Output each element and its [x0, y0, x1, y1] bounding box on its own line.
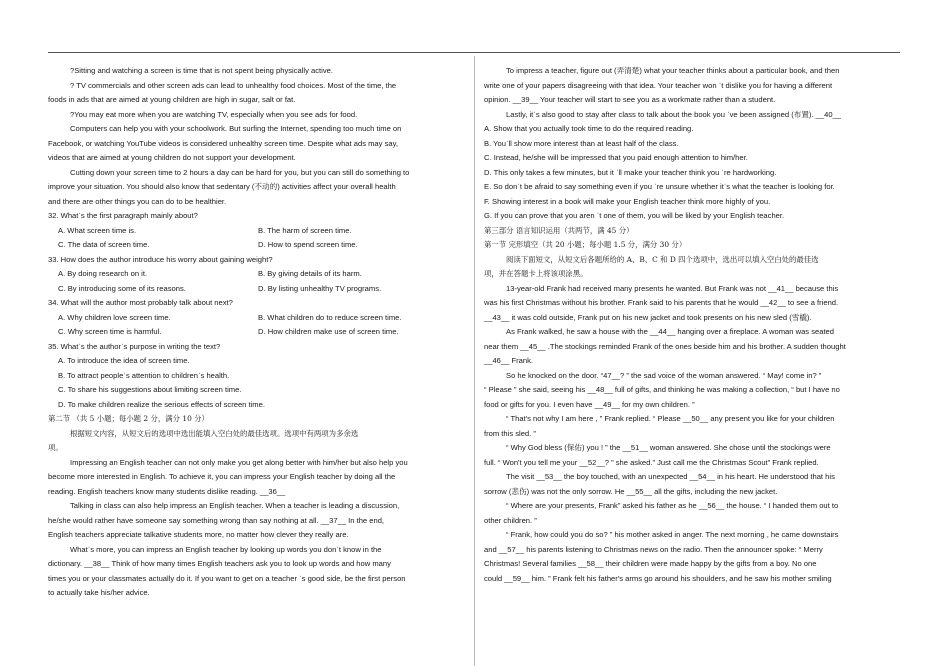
text-line: he/she would rather have someone say something wrong than say nothing at all. __37__ In the end, — [48, 515, 385, 525]
text-line: other children. ” — [484, 515, 537, 525]
text-line: Facebook, or watching YouTube videos is considered unhealthy screen time. Despite what ads may say, — [48, 138, 398, 148]
left-column — [48, 64, 466, 601]
option-row — [48, 238, 466, 253]
text-line: “ Why God bless (保佑) you ! ” the __51__ woman answered. She chose until the stockings were — [506, 443, 831, 452]
right-column — [484, 64, 904, 586]
text-line: dictionary. __38__ Think of how many times English teachers ask you to look up words and how many — [48, 559, 391, 568]
option-row — [48, 325, 466, 340]
option-text: D. How children make use of screen time. — [258, 327, 399, 336]
text-line: To impress a teacher, figure out (弄清楚) what your teacher thinks about a particular book, and then — [506, 66, 840, 75]
column-divider — [474, 56, 475, 666]
text-line: times you or your classmates actually do it. If you want to get on a teacher ˈs good side, be the first person — [48, 573, 406, 583]
text-line: C. Instead, he/she will be impressed that you paid enough attention to him/her. — [484, 153, 748, 162]
text-line: Christmas! Several families __58__ their children were made happy by the gifts from a boy. No one — [484, 559, 817, 568]
option-row — [48, 311, 466, 326]
option-text: D. By listing unhealthy TV programs. — [258, 283, 382, 293]
text-line: The visit __53__ the boy touched, with an unexpected __54__ in his heart. He understood that his — [506, 472, 835, 481]
option-text: A. By doing research on it. — [58, 269, 148, 278]
option-text: B. By giving details of its harm. — [258, 269, 362, 278]
text-line: reading. English teachers know many students dislike reading. __36__ — [48, 486, 286, 496]
section-heading-line: 第二节 （共 5 小题；每小题 2 分，满分 10 分） — [48, 414, 209, 423]
option-text: B. What children do to reduce screen time. — [258, 312, 402, 322]
text-line: G. If you can prove that you aren ˈt one of them, you will be liked by your English teacher. — [484, 211, 785, 220]
text-line: F. Showing interest in a book will make your English teacher think more highly of you. — [484, 196, 771, 206]
text-line: Impressing an English teacher can not only make you get along better with him/her but also help you — [70, 457, 408, 467]
option-text: A. Why children love screen time. — [58, 312, 171, 322]
section-heading-line: 第一节 完形填空（共 20 小题；每小题 1.5 分，满分 30 分） — [484, 240, 687, 249]
option-text: A. What screen time is. — [58, 225, 137, 235]
option-text: C. By introducing some of its reasons. — [58, 283, 186, 293]
section-heading-line: 阅读下面短文，从短文后各题所给的 A、B、C 和 D 四个选项中，选出可以填入空白处的最佳选 — [506, 254, 819, 264]
text-line: sorrow (悲伤) was not the only sorrow. He __55__ all the gifts, including the new jacket. — [484, 486, 778, 496]
page-top-rule — [48, 52, 900, 53]
option-text: D. How to spend screen time. — [258, 240, 358, 249]
text-line: __46__ Frank. — [484, 356, 533, 365]
text-line: Talking in class can also help impress an English teacher. When a teacher is leading a discussion, — [70, 501, 400, 510]
text-line: “ That's not why I am here , ” Frank replied. “ Please __50__ any present you like for your children — [506, 414, 835, 423]
section-heading-line: 第三部分 语言知识运用（共两节，满 45 分） — [484, 225, 634, 235]
text-line: E. So donˈt be afraid to say something even if you ˈre unsure whether itˈs what the teacher is looking for. — [484, 182, 835, 191]
text-line: Cutting down your screen time to 2 hours a day can be hard for you, but you can still do something to — [70, 167, 410, 177]
text-line: from this sled. ” — [484, 428, 536, 438]
text-line: Computers can help you with your schoolwork. But surfing the Internet, spending too much time on — [70, 124, 402, 133]
text-line: could __59__ him. ” Frank felt his father's arms go around his shoulders, and he saw his mother smiling — [484, 573, 832, 583]
text-line: “ Please ” she said, seeing his __48__ full of gifts, and thinking he was making a collection, “ but I have no — [484, 385, 840, 394]
text-line: foods in ads that are aimed at young children are high in sugar, salt or fat. — [48, 95, 296, 104]
section-heading-line: 项。 — [48, 443, 63, 452]
text-line: food or gifts for you. I even have __49__ for my own children. ” — [484, 399, 695, 409]
option-row — [48, 282, 466, 297]
option-text: B. The harm of screen time. — [258, 225, 352, 235]
text-line: English teachers appreciate talkative students more, no matter how clever they really are. — [48, 530, 349, 539]
text-line: __43__ it was cold outside, Frank put on his new jacket and took presents on his new sled (雪橇). — [484, 312, 812, 322]
section-heading-line: 根据短文内容，从短文后的选项中选出能填入空白处的最佳选项。选项中有两项为多余选 — [70, 428, 359, 438]
text-line: So he knocked on the door. “47__? ” the sad voice of the woman answered. “ May! come in? ” — [506, 370, 822, 380]
text-line: As Frank walked, he saw a house with the __44__ hanging over a fireplace. A woman was seated — [506, 327, 834, 336]
text-line: 33. How does the author introduce his worry about gaining weight? — [48, 254, 273, 264]
text-line: ?Sitting and watching a screen is time that is not spent being physically active. — [70, 66, 333, 75]
text-line: become more interested in English. To achieve it, you can impress your English teacher by doing all the — [48, 472, 396, 481]
text-line: Whatˈs more, you can impress an English teacher by looking up words you donˈt know in the — [70, 544, 382, 554]
text-line: 32. Whatˈs the first paragraph mainly about? — [48, 211, 198, 220]
text-line: “ Where are your presents, Frank” asked his father as he __56__ the house. “ I handed them out to — [506, 501, 839, 510]
text-line: Lastly, itˈs also good to stay after class to talk about the book you ˈve been assigned (布置). __40__ — [506, 109, 842, 119]
section-heading-line: 项，并在答题卡上将该项涂黑。 — [484, 269, 588, 278]
text-line: was his first Christmas without his brother. Frank said to his parents that he would __42__ to see a friend. — [484, 298, 839, 307]
text-line: B. To attract peopleˈs attention to childrenˈs health. — [58, 370, 230, 380]
option-text: C. Why screen time is harmful. — [58, 327, 162, 336]
text-line: ? TV commercials and other screen ads can lead to unhealthy food choices. Most of the time, the — [70, 80, 397, 90]
text-line: D. This only takes a few minutes, but it ˈll make your teacher think you ˈre hardworking. — [484, 167, 777, 177]
text-line: improve your situation. You should also know that sedentary (不动的) activities affect your overall health — [48, 182, 396, 191]
text-line: A. Show that you actually took time to do the required reading. — [484, 124, 694, 133]
text-line: “ Frank, how could you do so? ” his mother asked in anger. The next morning , he came downstairs — [506, 530, 839, 539]
text-line: 34. What will the author most probably talk about next? — [48, 298, 233, 307]
text-line: D. To make children realize the serious effects of screen time. — [58, 399, 265, 409]
text-line: and there are other things you can do to be healthier. — [48, 196, 227, 206]
text-line: and __57__ his parents listening to Christmas news on the radio. Then the announcer spoke: “ Merry — [484, 544, 823, 554]
text-line: A. To introduce the idea of screen time. — [58, 356, 190, 365]
text-line: C. To share his suggestions about limiting screen time. — [58, 385, 242, 394]
option-row — [48, 267, 466, 282]
text-line: near them __45__ .The stockings reminded Frank of the ones beside him and his brother. A sudden thought — [484, 341, 846, 351]
text-line: ?You may eat more when you are watching TV, especially when you see ads for food. — [70, 109, 358, 119]
text-line: 35. Whatˈs the authorˈs purpose in writing the text? — [48, 341, 221, 351]
text-line: B. Youˈll show more interest than at least half of the class. — [484, 138, 679, 148]
option-row — [48, 224, 466, 239]
option-text: C. The data of screen time. — [58, 240, 150, 249]
text-line: 13-year-old Frank had received many presents he wanted. But Frank was not __41__ because this — [506, 283, 839, 293]
text-line: write one of your papers disagreeing with that idea. Your teacher won ˈt dislike you for having a different — [484, 80, 833, 90]
text-line: to actually take his/her advice. — [48, 588, 150, 597]
text-line: videos that are aimed at young children do not support your development. — [48, 153, 296, 162]
text-line: opinion. __39__ Your teacher will start to see you as a workmate rather than a student. — [484, 95, 776, 104]
text-line: full. “ Won't you tell me your __52__? ” she asked.” Just call me the Christmas Scout” Frank replied. — [484, 457, 819, 467]
